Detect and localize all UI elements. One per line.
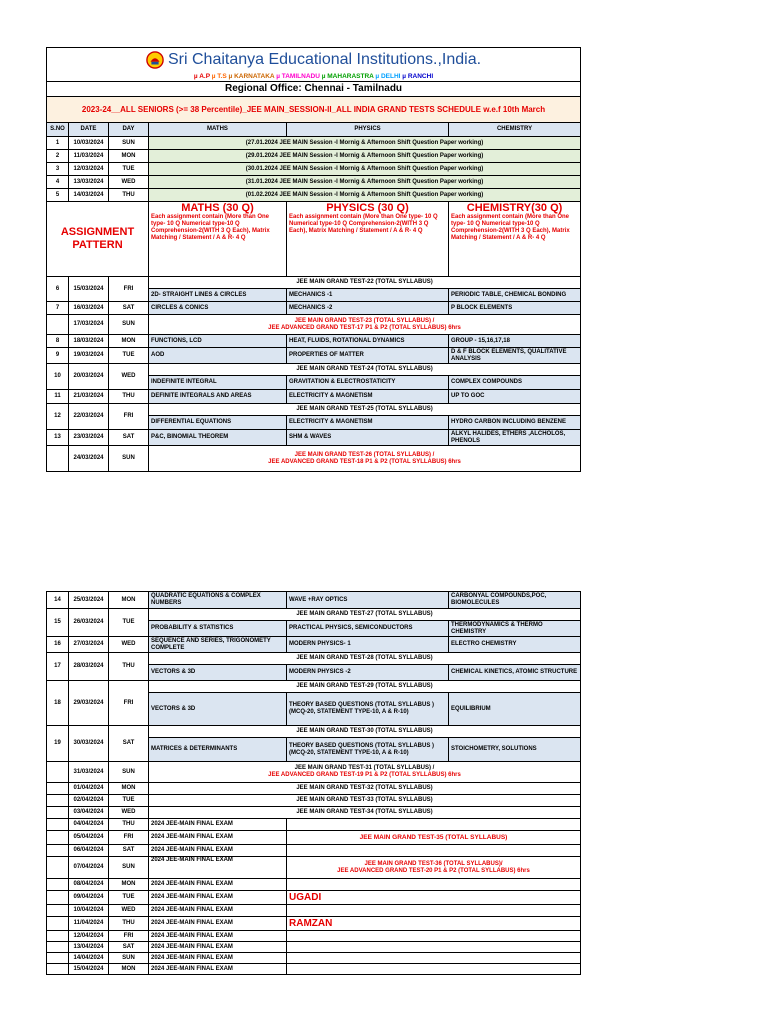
day-cell: TUE	[109, 795, 149, 807]
chemistry-topic: UP TO GOC	[449, 390, 581, 404]
date-cell: 28/03/2024	[69, 653, 109, 681]
grand-test-cell: JEE MAIN GRAND TEST-33 (TOTAL SYLLABUS)	[149, 795, 581, 807]
assignment-pattern-row	[47, 202, 581, 277]
paper-working-cell: (31.01.2024 JEE MAIN Session -I Mornig & Afternoon Shift Question Paper working)	[149, 176, 581, 189]
chemistry-topic: COMPLEX COMPOUNDS	[449, 376, 581, 390]
table-row	[47, 446, 581, 472]
sno-cell: 12	[47, 404, 69, 430]
table-row	[47, 277, 581, 289]
table-row	[47, 762, 581, 783]
table-row	[47, 653, 581, 665]
date-cell: 08/04/2024	[69, 879, 109, 891]
table-row	[47, 905, 581, 917]
day-cell: TUE	[109, 609, 149, 637]
grand-test-line: JEE ADVANCED GRAND TEST-18 P1 & P2 (TOTAL SYLLABUS) 6hrs	[268, 458, 461, 465]
table-row	[47, 137, 581, 150]
date-cell: 27/03/2024	[69, 637, 109, 653]
note-cell	[287, 879, 581, 891]
day-cell: MON	[109, 150, 149, 163]
col-day: DAY	[109, 123, 149, 137]
table-row	[47, 845, 581, 857]
grand-test-cell: JEE MAIN GRAND TEST-29 (TOTAL SYLLABUS)	[149, 681, 581, 693]
chemistry-pattern-cell	[449, 202, 581, 277]
sno-cell: 6	[47, 277, 69, 302]
maths-topic: DIFFERENTIAL EQUATIONS	[149, 416, 287, 430]
sno-cell	[47, 964, 69, 975]
date-cell: 26/03/2024	[69, 609, 109, 637]
sno-cell: 19	[47, 726, 69, 762]
grand-test-cell	[149, 762, 581, 783]
date-cell: 07/04/2024	[69, 857, 109, 879]
physics-topic: ELECTRICITY & MAGNETISM	[287, 416, 449, 430]
sno-cell	[47, 931, 69, 942]
day-cell: FRI	[109, 681, 149, 726]
chemistry-pattern-title: CHEMISTRY(30 Q)	[466, 202, 563, 214]
sno-cell	[47, 891, 69, 905]
note-cell: JEE MAIN GRAND TEST-35 (TOTAL SYLLABUS)	[287, 831, 581, 845]
date-cell: 06/04/2024	[69, 845, 109, 857]
table-row	[47, 189, 581, 202]
grand-test-line: JEE ADVANCED GRAND TEST-19 P1 & P2 (TOTAL SYLLABUS) 6hrs	[268, 772, 461, 778]
table-row	[47, 176, 581, 189]
day-cell: MON	[109, 964, 149, 975]
sno-cell	[47, 783, 69, 795]
table-row	[47, 783, 581, 795]
physics-topic: THEORY BASED QUESTIONS (TOTAL SYLLABUS ) (MCQ-20, STATEMENT TYPE-10, A & R-10)	[287, 738, 449, 762]
grand-test-cell: JEE MAIN GRAND TEST-34 (TOTAL SYLLABUS)	[149, 807, 581, 819]
sno-cell	[47, 819, 69, 831]
date-cell: 17/03/2024	[69, 315, 109, 335]
day-cell: MON	[109, 783, 149, 795]
sno-cell: 10	[47, 364, 69, 390]
state-item: µ TAMILNADU	[276, 72, 320, 80]
final-exam-cell: 2024 JEE-MAIN FINAL EXAM	[149, 931, 287, 942]
day-cell: SUN	[109, 762, 149, 783]
day-cell: SUN	[109, 953, 149, 964]
table-row	[47, 819, 581, 831]
sno-cell: 11	[47, 390, 69, 404]
physics-topic: MECHANICS -1	[287, 289, 449, 302]
chemistry-topic: THERMODYNAMICS & THERMO CHEMISTRY	[449, 621, 581, 637]
chemistry-topic: EQUILIBRIUM	[449, 693, 581, 726]
assignment-pattern-label: ASSIGNMENT PATTERN	[47, 202, 149, 277]
maths-topic: PROBABILITY & STATISTICS	[149, 621, 287, 637]
date-cell: 30/03/2024	[69, 726, 109, 762]
final-exam-cell: 2024 JEE-MAIN FINAL EXAM	[149, 905, 287, 917]
table-row	[47, 364, 581, 376]
physics-topic: WAVE +RAY OPTICS	[287, 592, 449, 609]
maths-pattern-text: Each assignment contain (More than One type- 10 Q Numerical type-10 Q Comprehension-2(WITH 3 Q Each), Matrix Matching / Statement / A & R- 4 Q	[151, 214, 270, 241]
table-row	[47, 390, 581, 404]
date-cell: 16/03/2024	[69, 302, 109, 315]
day-cell: SAT	[109, 942, 149, 953]
day-cell: SUN	[109, 857, 149, 879]
day-cell: MON	[109, 592, 149, 609]
sno-cell: 3	[47, 163, 69, 176]
state-item: µ DELHI	[375, 72, 401, 80]
day-cell: FRI	[109, 931, 149, 942]
date-cell: 11/04/2024	[69, 917, 109, 931]
physics-topic: MODERN PHYSICS- 1	[287, 637, 449, 653]
sno-cell	[47, 857, 69, 879]
sno-cell	[47, 879, 69, 891]
table-row	[47, 931, 581, 942]
paper-working-cell: (01.02.2024 JEE MAIN Session -I Mornig & Afternoon Shift Question Paper working)	[149, 189, 581, 202]
final-exam-cell: 2024 JEE-MAIN FINAL EXAM	[149, 917, 287, 931]
state-item: µ RANCHI	[402, 72, 434, 80]
date-cell: 10/03/2024	[69, 137, 109, 150]
sno-cell	[47, 845, 69, 857]
chemistry-topic: GROUP - 15,16,17,18	[449, 335, 581, 348]
date-cell: 22/03/2024	[69, 404, 109, 430]
day-cell: FRI	[109, 831, 149, 845]
note-cell	[287, 942, 581, 953]
day-cell: TUE	[109, 348, 149, 364]
maths-topic: 2D- STRAIGHT LINES & CIRCLES	[149, 289, 287, 302]
schedule-title: 2023-24__ALL SENIORS (>= 38 Percentile)_JEE MAIN_SESSION-II_ALL INDIA GRAND TESTS SCHEDULE w.e.f 10th March	[47, 97, 581, 123]
day-cell: WED	[109, 905, 149, 917]
state-item: µ A.P	[193, 72, 210, 80]
day-cell: SUN	[109, 446, 149, 472]
sno-cell: 5	[47, 189, 69, 202]
sno-cell	[47, 795, 69, 807]
chemistry-topic: CARBONYAL COMPOUNDS,POC, BIOMOLECULES	[449, 592, 581, 609]
date-cell: 20/03/2024	[69, 364, 109, 390]
physics-pattern-text: Each assignment contain (More than One type- 10 Q Numerical type-10 Q Comprehension-2(WITH 3 Q Each), Matrix Matching / Statement / A & R- 4 Q	[289, 214, 438, 234]
maths-topic: CIRCLES & CONICS	[149, 302, 287, 315]
date-cell: 13/03/2024	[69, 176, 109, 189]
date-cell: 09/04/2024	[69, 891, 109, 905]
sno-cell	[47, 942, 69, 953]
paper-working-cell: (30.01.2024 JEE MAIN Session -I Mornig & Afternoon Shift Question Paper working)	[149, 163, 581, 176]
final-exam-cell: 2024 JEE-MAIN FINAL EXAM	[149, 953, 287, 964]
grand-test-cell	[149, 446, 581, 472]
date-cell: 05/04/2024	[69, 831, 109, 845]
date-cell: 25/03/2024	[69, 592, 109, 609]
col-physics: PHYSICS	[287, 123, 449, 137]
sno-cell: 14	[47, 592, 69, 609]
maths-topic: INDEFINITE INTEGRAL	[149, 376, 287, 390]
chemistry-topic: D & F BLOCK ELEMENTS, QUALITATIVE ANALYSIS	[449, 348, 581, 364]
grand-test-cell: JEE MAIN GRAND TEST-24 (TOTAL SYLLABUS)	[149, 364, 581, 376]
state-item: µ KARNATAKA	[228, 72, 275, 80]
final-exam-cell: 2024 JEE-MAIN FINAL EXAM	[149, 942, 287, 953]
grand-test-cell: JEE MAIN GRAND TEST-30 (TOTAL SYLLABUS)	[149, 726, 581, 738]
table-row	[47, 609, 581, 621]
table-row	[47, 942, 581, 953]
table-row	[47, 726, 581, 738]
chemistry-topic: PERIODIC TABLE, CHEMICAL BONDING	[449, 289, 581, 302]
sno-cell: 16	[47, 637, 69, 653]
col-sno: S.NO	[47, 123, 69, 137]
day-cell: WED	[109, 637, 149, 653]
note-cell	[287, 857, 581, 879]
day-cell: THU	[109, 917, 149, 931]
maths-pattern-cell	[149, 202, 287, 277]
table-row	[47, 430, 581, 446]
table-row	[47, 335, 581, 348]
day-cell: FRI	[109, 404, 149, 430]
physics-topic: HEAT, FLUIDS, ROTATIONAL DYNAMICS	[287, 335, 449, 348]
grand-test-line: JEE MAIN GRAND TEST-36 (TOTAL SYLLABUS)/	[364, 860, 503, 867]
date-cell: 24/03/2024	[69, 446, 109, 472]
day-cell: THU	[109, 653, 149, 681]
maths-topic: MATRICES & DETERMINANTS	[149, 738, 287, 762]
date-cell: 10/04/2024	[69, 905, 109, 917]
date-cell: 15/03/2024	[69, 277, 109, 302]
day-cell: WED	[109, 364, 149, 390]
table-row	[47, 348, 581, 364]
chemistry-topic: ELECTRO CHEMISTRY	[449, 637, 581, 653]
date-cell: 21/03/2024	[69, 390, 109, 404]
table-row	[47, 150, 581, 163]
maths-topic: P&C, BINOMIAL THEOREM	[149, 430, 287, 446]
date-cell: 14/03/2024	[69, 189, 109, 202]
sno-cell	[47, 446, 69, 472]
physics-topic: PROPERTIES OF MATTER	[287, 348, 449, 364]
table-row	[47, 795, 581, 807]
sno-cell	[47, 905, 69, 917]
day-cell: FRI	[109, 277, 149, 302]
chemistry-topic: HYDRO CARBON INCLUDING BENZENE	[449, 416, 581, 430]
physics-topic: THEORY BASED QUESTIONS (TOTAL SYLLABUS ) (MCQ-20, STATEMENT TYPE-10, A & R-10)	[287, 693, 449, 726]
date-cell: 01/04/2024	[69, 783, 109, 795]
sno-cell: 1	[47, 137, 69, 150]
day-cell: THU	[109, 189, 149, 202]
institution-title	[47, 48, 581, 72]
date-cell: 18/03/2024	[69, 335, 109, 348]
date-cell: 19/03/2024	[69, 348, 109, 364]
paper-working-cell: (29.01.2024 JEE MAIN Session -I Mornig & Afternoon Shift Question Paper working)	[149, 150, 581, 163]
note-cell	[287, 964, 581, 975]
final-exam-cell: 2024 JEE-MAIN FINAL EXAM	[149, 964, 287, 975]
chemistry-topic: ALKYL HALIDES, ETHERS ,ALCHOLOS, PHENOLS	[449, 430, 581, 446]
table-row	[47, 891, 581, 905]
state-item: µ T.S	[211, 72, 227, 80]
day-cell: WED	[109, 807, 149, 819]
date-cell: 12/03/2024	[69, 163, 109, 176]
date-cell: 11/03/2024	[69, 150, 109, 163]
final-exam-cell: 2024 JEE-MAIN FINAL EXAM	[149, 845, 287, 857]
sno-cell: 9	[47, 348, 69, 364]
sno-cell	[47, 917, 69, 931]
grand-test-cell: JEE MAIN GRAND TEST-27 (TOTAL SYLLABUS)	[149, 609, 581, 621]
physics-topic: MECHANICS -2	[287, 302, 449, 315]
paper-working-cell: (27.01.2024 JEE MAIN Session -I Mornig & Afternoon Shift Question Paper working)	[149, 137, 581, 150]
date-cell: 04/04/2024	[69, 819, 109, 831]
note-cell	[287, 931, 581, 942]
day-cell: MON	[109, 335, 149, 348]
table-row	[47, 637, 581, 653]
sno-cell	[47, 831, 69, 845]
sno-cell: 13	[47, 430, 69, 446]
institution-logo-icon	[146, 51, 164, 69]
col-chemistry: CHEMISTRY	[449, 123, 581, 137]
maths-topic: QUADRATIC EQUATIONS & COMPLEX NUMBERS	[149, 592, 287, 609]
day-cell: SAT	[109, 430, 149, 446]
state-item: µ MAHARASTRA	[321, 72, 374, 80]
table-row	[47, 831, 581, 845]
day-cell: TUE	[109, 891, 149, 905]
grand-test-cell: JEE MAIN GRAND TEST-25 (TOTAL SYLLABUS)	[149, 404, 581, 416]
physics-topic: PRACTICAL PHYSICS, SEMICONDUCTORS	[287, 621, 449, 637]
date-cell: 12/04/2024	[69, 931, 109, 942]
grand-test-cell: JEE MAIN GRAND TEST-22 (TOTAL SYLLABUS)	[149, 277, 581, 289]
grand-test-cell	[149, 315, 581, 335]
note-cell	[287, 953, 581, 964]
holiday-note: UGADI	[287, 891, 581, 905]
schedule-table-1	[46, 47, 581, 472]
sno-cell	[47, 762, 69, 783]
date-cell: 13/04/2024	[69, 942, 109, 953]
sno-cell	[47, 953, 69, 964]
chemistry-topic: CHEMICAL KINETICS, ATOMIC STRUCTURE	[449, 665, 581, 681]
date-cell: 02/04/2024	[69, 795, 109, 807]
sno-cell	[47, 807, 69, 819]
final-exam-cell: 2024 JEE-MAIN FINAL EXAM	[149, 879, 287, 891]
note-cell	[287, 905, 581, 917]
date-cell: 15/04/2024	[69, 964, 109, 975]
date-cell: 03/04/2024	[69, 807, 109, 819]
schedule-table-2	[46, 591, 581, 975]
grand-test-line: JEE ADVANCED GRAND TEST-17 P1 & P2 (TOTAL SYLLABUS) 6hrs	[268, 324, 461, 331]
maths-topic: FUNCTIONS, LCD	[149, 335, 287, 348]
table-row	[47, 964, 581, 975]
table-row	[47, 917, 581, 931]
grand-test-line: JEE ADVANCED GRAND TEST-20 P1 & P2 (TOTAL SYLLABUS) 6hrs	[337, 867, 530, 874]
schedule-sheet-1	[46, 47, 580, 472]
table-row	[47, 681, 581, 693]
sno-cell: 7	[47, 302, 69, 315]
table-row	[47, 315, 581, 335]
day-cell: TUE	[109, 163, 149, 176]
maths-topic: SEQUENCE AND SERIES, TRIGONOMETY COMPLETE	[149, 637, 287, 653]
day-cell: THU	[109, 819, 149, 831]
day-cell: SAT	[109, 302, 149, 315]
holiday-note: RAMZAN	[287, 917, 581, 931]
table-row	[47, 302, 581, 315]
institution-name: Sri Chaitanya Educational Institutions.,India.	[167, 50, 482, 68]
col-date: DATE	[69, 123, 109, 137]
day-cell: MON	[109, 879, 149, 891]
schedule-sheet-2	[46, 591, 580, 975]
note-cell	[287, 845, 581, 857]
note-cell	[287, 819, 581, 831]
maths-pattern-title: MATHS (30 Q)	[181, 202, 254, 214]
maths-topic: VECTORS & 3D	[149, 665, 287, 681]
physics-topic: MODERN PHYSICS -2	[287, 665, 449, 681]
day-cell: SUN	[109, 137, 149, 150]
table-row	[47, 404, 581, 416]
table-row	[47, 807, 581, 819]
date-cell: 29/03/2024	[69, 681, 109, 726]
grand-test-cell: JEE MAIN GRAND TEST-28 (TOTAL SYLLABUS)	[149, 653, 581, 665]
maths-topic: VECTORS & 3D	[149, 693, 287, 726]
day-cell: SUN	[109, 315, 149, 335]
grand-test-line: JEE MAIN GRAND TEST-23 (TOTAL SYLLABUS) /	[294, 317, 435, 324]
physics-topic: SHM & WAVES	[287, 430, 449, 446]
physics-pattern-cell	[287, 202, 449, 277]
sno-cell: 8	[47, 335, 69, 348]
sno-cell	[47, 315, 69, 335]
final-exam-cell: 2024 JEE-MAIN FINAL EXAM	[149, 891, 287, 905]
final-exam-cell: 2024 JEE-MAIN FINAL EXAM	[149, 831, 287, 845]
table-row	[47, 857, 581, 879]
table-row	[47, 163, 581, 176]
date-cell: 23/03/2024	[69, 430, 109, 446]
grand-test-line: JEE MAIN GRAND TEST-26 (TOTAL SYLLABUS) /	[294, 451, 435, 458]
final-exam-cell: 2024 JEE-MAIN FINAL EXAM	[149, 819, 287, 831]
table-row	[47, 592, 581, 609]
final-exam-cell: 2024 JEE-MAIN FINAL EXAM	[149, 857, 287, 879]
sno-cell: 2	[47, 150, 69, 163]
sno-cell: 15	[47, 609, 69, 637]
physics-topic: ELECTRICITY & MAGNETISM	[287, 390, 449, 404]
maths-topic: DEFINITE INTEGRALS AND AREAS	[149, 390, 287, 404]
sno-cell: 18	[47, 681, 69, 726]
sno-cell: 17	[47, 653, 69, 681]
grand-test-cell: JEE MAIN GRAND TEST-32 (TOTAL SYLLABUS)	[149, 783, 581, 795]
physics-pattern-title: PHYSICS (30 Q)	[326, 202, 409, 214]
col-maths: MATHS	[149, 123, 287, 137]
table-row	[47, 879, 581, 891]
states-list	[47, 72, 581, 82]
chemistry-topic: STOICHOMETRY, SOLUTIONS	[449, 738, 581, 762]
date-cell: 31/03/2024	[69, 762, 109, 783]
day-cell: WED	[109, 176, 149, 189]
chemistry-topic: P BLOCK ELEMENTS	[449, 302, 581, 315]
table-row	[47, 953, 581, 964]
sno-cell: 4	[47, 176, 69, 189]
chemistry-pattern-text: Each assignment contain (More than One type- 10 Q Numerical type-10 Q Comprehension-2(WITH 3 Q Each), Matrix Matching / Statement / A & R- 4 Q	[451, 214, 570, 241]
day-cell: THU	[109, 390, 149, 404]
grand-test-line: JEE MAIN GRAND TEST-31 (TOTAL SYLLABUS) /	[294, 765, 435, 771]
date-cell: 14/04/2024	[69, 953, 109, 964]
regional-office: Regional Office: Chennai - Tamilnadu	[47, 82, 581, 97]
day-cell: SAT	[109, 845, 149, 857]
physics-topic: GRAVITATION & ELECTROSTATICITY	[287, 376, 449, 390]
maths-topic: AOD	[149, 348, 287, 364]
day-cell: SAT	[109, 726, 149, 762]
